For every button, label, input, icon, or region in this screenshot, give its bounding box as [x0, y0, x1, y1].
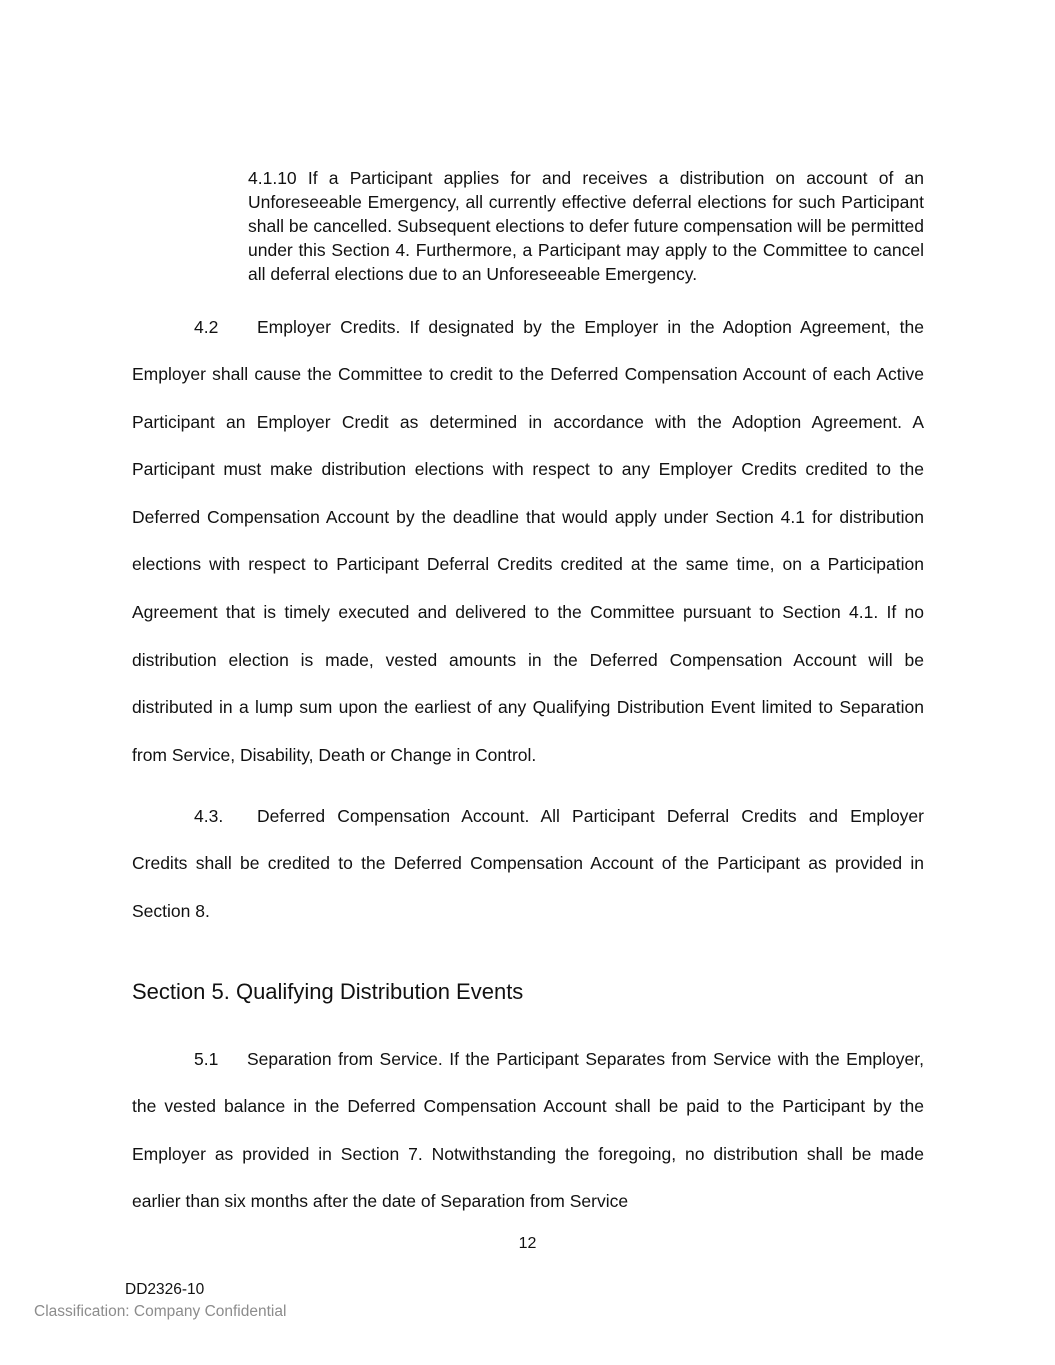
paragraph-text: Deferred Compensation Account. All Participant Deferral Credits and Employer Credits shall be credited to the Deferred Compensation Account of the Participant as provided in Section 8. — [132, 805, 924, 921]
paragraph-number: 5.1 — [194, 1048, 219, 1069]
paragraph-text: Separation from Service. If the Participant Separates from Service with the Employer, the vested balance in the Deferred Compensation Account shall be paid to the Participant by the Employer as provided in Section 7. Notwithstanding the foregoing, no distribution shall be made earlier than six months after the date of Separation from Service — [132, 1048, 924, 1212]
paragraph-4-3 — [132, 793, 924, 936]
section-heading: Section 5. Qualifying Distribution Events — [132, 979, 524, 1004]
paragraph-number: 4.3. — [194, 805, 224, 826]
classification-label: Classification: Company Confidential — [34, 1303, 287, 1320]
paragraph-text: Employer Credits. If designated by the Employer in the Adoption Agreement, the Employer shall cause the Committee to credit to the Deferred Compensation Account of each Active Participant an Employer Credit as determined in accordance with the Adoption Agreement. A Participant must make distribution elections with respect to any Employer Credits credited to the Deferred Compensation Account by the deadline that would apply under Section 4.1 for distribution elections with respect to Participant Deferral Credits credited at the same time, on a Participation Agreement that is timely executed and delivered to the Committee pursuant to Section 4.1. If no distribution election is made, vested amounts in the Deferred Compensation Account will be distributed in a lump sum upon the earliest of any Qualifying Distribution Event limited to Separation from Service, Disability, Death or Change in Control. — [132, 316, 924, 765]
paragraph-4-2 — [132, 304, 924, 780]
paragraph-4-1-10: 4.1.10 If a Participant applies for and receives a distribution on account of an Unforeseeable Emergency, all currently effective deferral elections for such Participant shall be cancelled. Subsequent elections to defer future compensation will be permitted under this Section 4. Furthermore, a Participant may apply to the Committee to cancel all deferral elections due to an Unforeseeable Emergency. — [248, 167, 924, 284]
paragraph-number: 4.2 — [194, 316, 219, 337]
page-number: 12 — [518, 1235, 537, 1252]
document-id: DD2326-10 — [125, 1281, 205, 1298]
paragraph-5-1 — [132, 1036, 924, 1226]
